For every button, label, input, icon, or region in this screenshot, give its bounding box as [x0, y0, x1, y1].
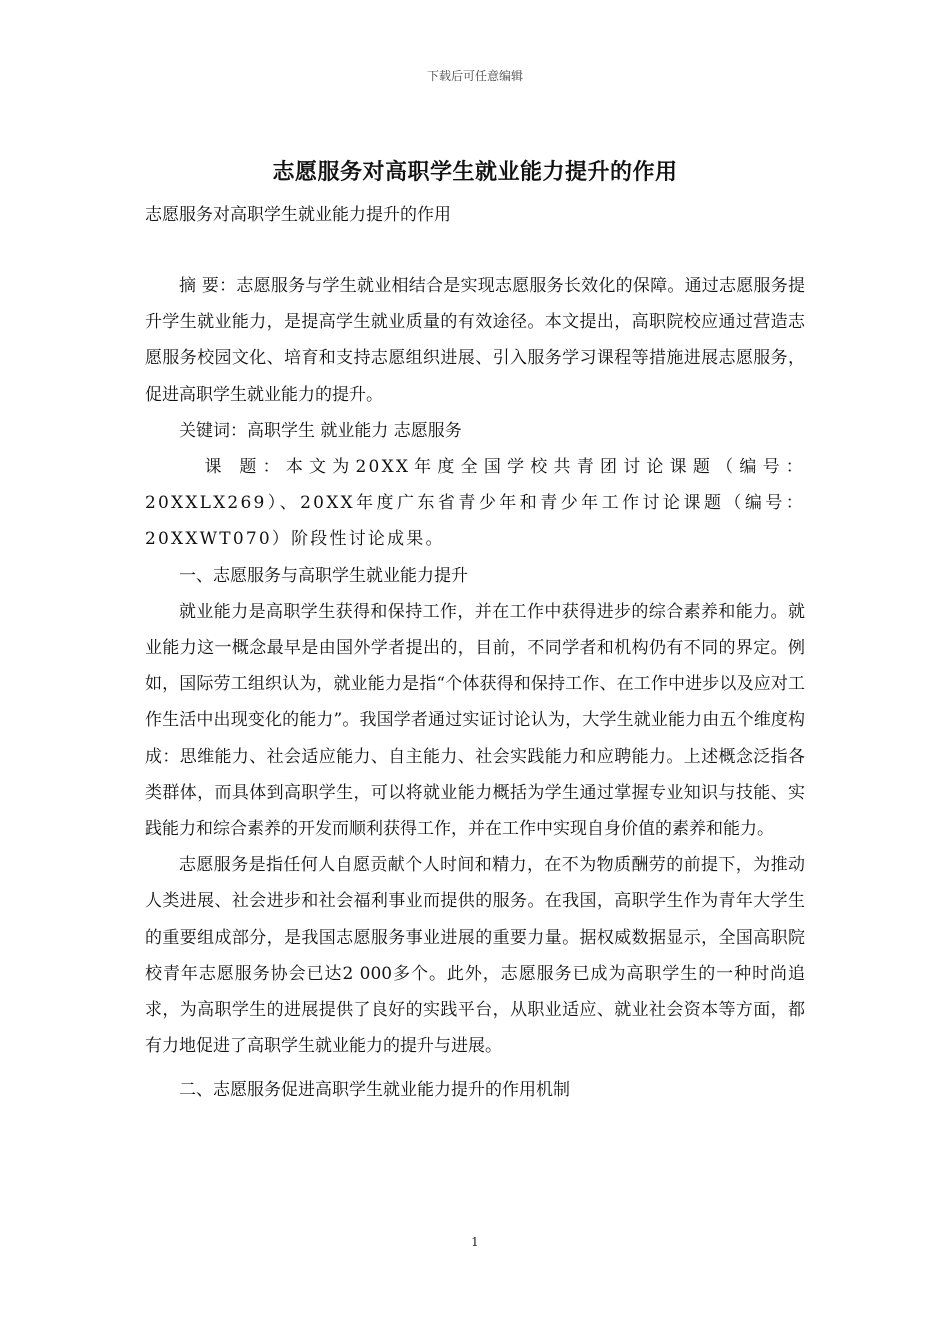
- page-header: 下载后可任意编辑: [426, 69, 523, 83]
- section-1-heading: 一、志愿服务与高职学生就业能力提升: [179, 565, 468, 586]
- abstract-paragraph: 摘 要：志愿服务与学生就业相结合是实现志愿服务长效化的保障。通过志愿服务提升学生就业能力，是提高学生就业质量的有效途径。本文提出，高职院校应通过营造志愿服务校园文化、培育和支持志愿组织进展、引入服务学习课程等措施进展志愿服务，促进高职学生就业能力的提升。: [145, 276, 805, 405]
- section-2-heading: 二、志愿服务促进高职学生就业能力提升的作用机制: [179, 1080, 570, 1101]
- section-1-paragraph: 志愿服务是指任何人自愿贡献个人时间和精力，在不为物质酬劳的前提下，为推动人类进展、社会进步和社会福利事业而提供的服务。在我国，高职学生作为青年大学生的重要组成部分，是我国志愿服务事业进展的重要力量。据权威数据显示，全国高职院校青年志愿服务协会已达2 000多个。此外，志愿服务已成为高职学生的一种时尚追求，为高职学生的进展提供了良好的实践平台，从职业适应、就业社会资本等方面，都有力地促进了高职学生就业能力的提升与进展。: [145, 855, 805, 1057]
- document-body: [145, 268, 805, 1109]
- project-note-paragraph: 课 题：本文为20XX年度全国学校共青团讨论课题（编号：20XXLX269）、20XX年度广东省青少年和青少年工作讨论课题（编号：20XXWT070）阶段性讨论成果。: [145, 457, 805, 550]
- section-1-paragraph: 就业能力是高职学生获得和保持工作，并在工作中获得进步的综合素养和能力。就业能力这一概念最早是由国外学者提出的，目前，不同学者和机构仍有不同的界定。例如，国际劳工组织认为，就业能力是指“个体获得和保持工作、在工作中进步以及应对工作生活中出现变化的能力”。我国学者通过实证讨论认为，大学生就业能力由五个维度构成：思维能力、社会适应能力、自主能力、社会实践能力和应聘能力。上述概念泛指各类群体，而具体到高职学生，可以将就业能力概括为学生通过掌握专业知识与技能、实践能力和综合素养的开发而顺利获得工作，并在工作中实现自身价值的素养和能力。: [145, 601, 805, 840]
- document-title: 志愿服务对高职学生就业能力提升的作用: [272, 159, 678, 185]
- keywords-paragraph: 关键词：高职学生 就业能力 志愿服务: [179, 420, 462, 441]
- document-subtitle: 志愿服务对高职学生就业能力提升的作用: [145, 205, 451, 225]
- page-number: 1: [471, 1235, 479, 1249]
